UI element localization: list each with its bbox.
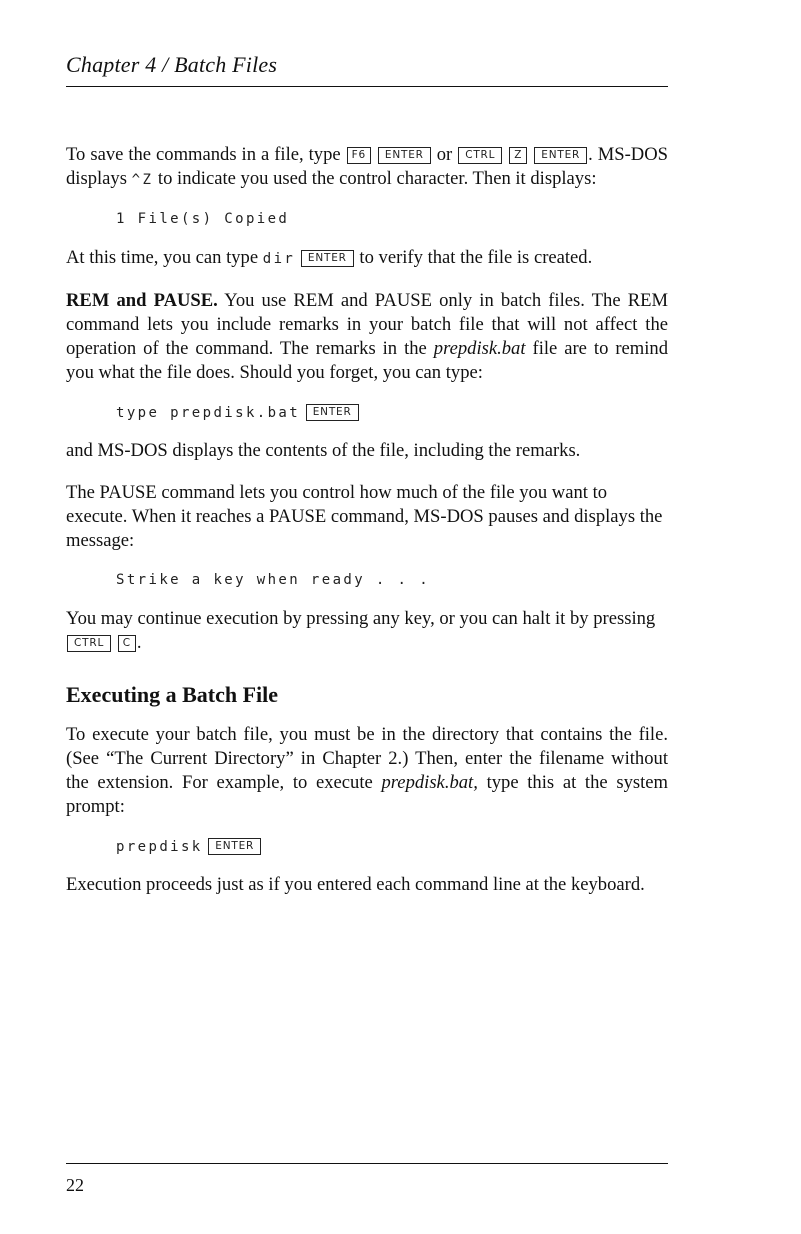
paragraph-rem-pause (66, 289, 668, 385)
key-enter: ENTER (208, 838, 261, 855)
key-c: C (118, 635, 136, 652)
key-f6: F6 (347, 147, 371, 164)
paragraph-save-commands (66, 143, 668, 192)
text-run: type this at the system prompt: (66, 772, 668, 817)
text-run: . MS-DOS displays (66, 144, 668, 189)
paragraph-pause-command: The PAUSE command lets you control how much of the file you want to execute. When it reaches a PAUSE command, MS-DOS pauses and displays the message: (66, 482, 663, 551)
key-enter: ENTER (378, 147, 431, 164)
page-number: 22 (66, 1175, 84, 1195)
control-char-code: ^Z (131, 172, 154, 188)
body-text (66, 143, 668, 897)
footer-rule (66, 1163, 668, 1164)
paragraph-execution-proceeds: Execution proceeds just as if you entered each command line at the keyboard. (66, 874, 645, 895)
filename-italic: prepdisk.bat, (381, 772, 478, 793)
key-ctrl: CTRL (458, 147, 502, 164)
header-rule (66, 86, 668, 87)
text-run: To save the commands in a file, type (66, 144, 346, 165)
code-sample-type-command (116, 399, 668, 425)
text-run: At this time, you can type (66, 247, 263, 268)
text-run: You use REM and PAUSE only in batch files. The REM command lets you include remarks in your batch file that will not affect the operation of the command. The remarks in the (66, 290, 668, 359)
run-in-heading-rem-pause: REM and PAUSE. (66, 290, 218, 311)
paragraph-continue-execution (66, 607, 668, 655)
text-run: file are to remind you what the file does. Should you forget, you can type: (66, 338, 668, 383)
section-heading: Executing a Batch File (66, 682, 279, 707)
key-enter: ENTER (534, 147, 587, 164)
code-text: prepdisk (116, 839, 203, 855)
dir-command: dir (262, 251, 296, 267)
running-head: Chapter 4 / Batch Files (66, 52, 278, 77)
code-sample-strike-key: Strike a key when ready . . . (116, 572, 431, 588)
key-enter: ENTER (306, 404, 359, 421)
text-run: You may continue execution by pressing any key, or you can halt it by pressing (66, 608, 656, 629)
filename-italic: prepdisk.bat (433, 338, 526, 359)
paragraph-execute-batch (66, 723, 668, 819)
text-run: or (431, 144, 458, 165)
text-run: To execute your batch file, you must be in the directory that contains the file. (See “The Current Directory” in Chapter 2.) Then, enter the filename without the extension. For example, to execute (66, 724, 668, 793)
text-run: . (136, 632, 142, 653)
code-sample-prepdisk (116, 833, 668, 859)
text-run: to verify that the file is created. (354, 247, 593, 268)
key-enter: ENTER (301, 250, 354, 267)
text-run: to indicate you used the control character. Then it displays: (153, 168, 597, 189)
paragraph-verify-file (66, 246, 668, 271)
code-text: type prepdisk.bat (116, 405, 301, 421)
paragraph-displays-contents: and MS-DOS displays the contents of the file, including the remarks. (66, 440, 581, 461)
key-z: Z (509, 147, 527, 164)
code-sample-files-copied: 1 File(s) Copied (116, 211, 290, 227)
key-ctrl: CTRL (67, 635, 111, 652)
